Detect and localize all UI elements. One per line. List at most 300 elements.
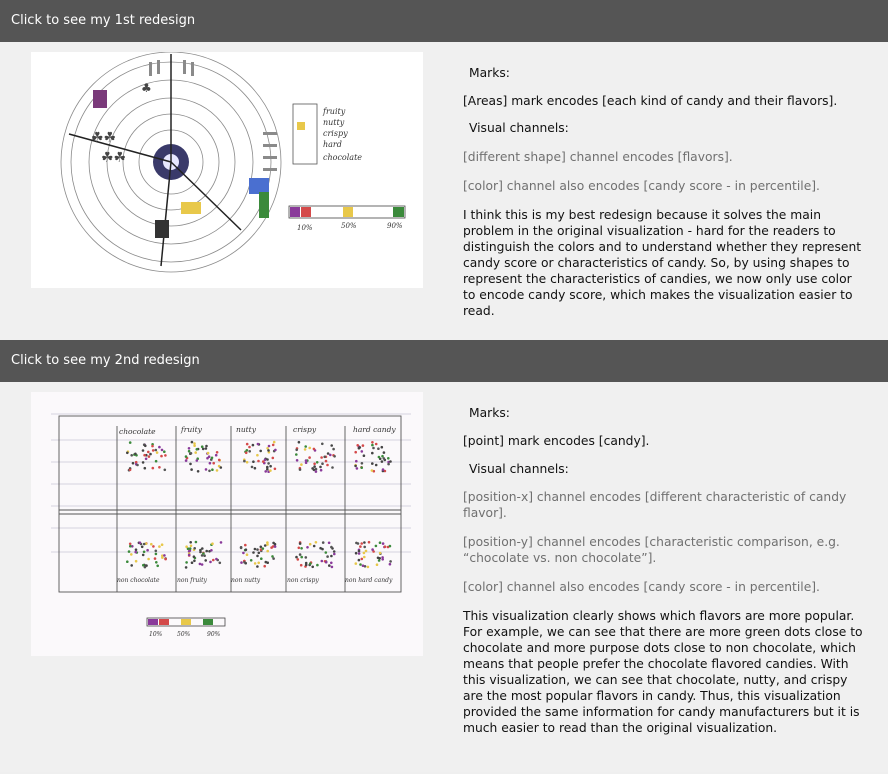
sketch-dot [379,552,382,555]
sketch-dot [355,552,358,555]
svg-text:☘☘: ☘☘ [91,130,117,146]
description-text: I think this is my best redesign because it solves the main problem in the original visualization - hard for the readers to distinguish the colors and to understand whether they represent candy score or characteristics of candy. So, by using shapes to represent the characteristics of candies, we now only use color to encode candy score, which makes the visualization easier to read. [463,208,862,318]
sketch-dot [130,553,133,556]
sketch-dot [193,444,196,447]
sketch-dot [260,546,263,549]
top-label-chocolate: chocolate [119,427,156,436]
sketch-dot [381,558,384,561]
sketch-dot [163,450,166,453]
sketch-dot [190,545,193,548]
sketch-dot [329,454,332,457]
sketch-dot [191,561,194,564]
sketch-dot [299,542,302,545]
sketch-dot [272,557,275,560]
sketch-dot [193,547,196,550]
sketch-dot [252,551,255,554]
sketch-dot [250,559,253,562]
sketch-dot [154,557,157,560]
sketch-dot [363,541,366,544]
sketch-dot [135,560,138,563]
sketch-dot [308,456,311,459]
sketch-dot [185,566,188,569]
sketch-dot [156,451,159,454]
sketch-dot [326,464,329,467]
sketch-dot [361,450,364,453]
sketch-dot [333,455,336,458]
sketch-dot [246,449,249,452]
sketch-dot [252,460,255,463]
sketch-dot [371,469,374,472]
sketch-dot [389,460,392,463]
redesign-2-toggle[interactable]: Click to see my 2nd redesign [0,340,888,382]
sketch-dot [333,553,336,556]
sketch-dot [256,555,259,558]
sketch-dot [136,464,139,467]
sketch-dot [306,546,309,549]
sketch-dot [263,565,266,568]
sketch-dot [152,467,155,470]
sketch-dot [354,451,357,454]
bottom-label-non-nutty: non nutty [231,577,261,584]
sketch-dot [378,456,381,459]
sketch-dot [134,453,137,456]
sketch-dot [359,446,362,449]
sketch-dot [321,443,324,446]
sketch-dot [205,447,208,450]
sketch-dot [384,545,387,548]
sketch-dot [322,541,325,544]
sketch-dot [188,450,191,453]
sketch-dot [274,468,277,471]
sketch-dot [313,448,316,451]
sketch-dot [218,459,221,462]
sketch-dot [155,460,158,463]
sketch-dot [143,543,146,546]
redesign-1-toggle[interactable]: Click to see my 1st redesign [0,0,888,42]
sketch-dot [383,451,386,454]
sketch-dot [360,542,363,545]
sketch-dot [252,444,255,447]
sketch-dot [271,555,274,558]
sketch-dot [368,541,371,544]
channel-2-text-2: [position-y] channel encodes [characteristic comparison, e.g. “chocolate vs. non chocolate”]. [463,535,840,565]
sketch-dot [148,455,151,458]
sketch-dot [295,453,298,456]
sketch-dot [254,562,257,565]
sketch-dot [382,468,385,471]
sketch-dot [199,563,202,566]
sketch-dot [155,550,158,553]
scale-90-label: 90% [387,222,403,230]
scale-50-label: 50% [341,222,357,230]
sketch-dot [152,449,155,452]
channel-2-text: [color] channel also encodes [candy score - in percentile]. [463,179,820,193]
sketch-dot [266,468,269,471]
sketch-dot [266,550,269,553]
sketch-dot [208,470,211,473]
sketch-dot [267,462,270,465]
sketch-dot [381,446,384,449]
sketch-dot [256,565,259,568]
sketch-dot [240,547,243,550]
sketch-dot [245,452,248,455]
sketch-dot [315,470,318,473]
sketch-dot [377,447,380,450]
sketch-dot [155,561,158,564]
sketch-dot [330,444,333,447]
scale2-10-label: 10% [149,631,163,638]
sketch-dot [220,541,223,544]
sketch-dot [274,449,277,452]
sketch-dot [381,455,384,458]
sketch-dot [381,460,384,463]
sketch-dot [257,562,260,565]
bottom-label-non-hard-candy: non hard candy [345,577,393,584]
sketch-dot [354,465,357,468]
sketch-dot [298,547,301,550]
top-label-fruity: fruity [181,425,202,434]
sketch-dot [143,551,146,554]
sketch-dot [243,561,246,564]
sketch-dot [305,564,308,567]
sketch-dot [358,550,361,553]
sketch-dot [203,554,206,557]
sketch-dot [151,445,154,448]
sketch-dot [185,459,188,462]
legend-hard-label: hard [323,140,342,149]
sketch-dot [129,441,132,444]
sketch-dot [134,551,137,554]
sketch-dot [367,566,370,569]
sketch-dot [331,466,334,469]
sketch-dot [361,558,364,561]
sketch-dot [378,559,381,562]
sketch-dot [387,457,390,460]
sketch-dot [300,463,303,466]
channels-heading: Visual channels: [469,121,569,135]
marks-text-2: [point] mark encodes [candy]. [463,434,650,448]
sketch-dot [331,566,334,569]
scale2-50-label: 50% [177,631,191,638]
sketch-dot [254,467,257,470]
marks-text: [Areas] mark encodes [each kind of candy and their flavors]. [463,94,838,108]
sketch-dot [129,543,132,546]
sketch-dot [304,445,307,448]
sketch-dot [264,544,267,547]
sketch-dot [272,457,275,460]
sketch-dot [215,454,218,457]
sketch-dot [126,560,129,563]
sketch-dot [185,561,188,564]
sketch-dot [188,554,191,557]
sketch-dot [205,550,208,553]
sketch-dot [216,469,219,472]
sketch-dot [256,454,259,457]
sketch-dot [323,456,326,459]
top-label-nutty: nutty [236,425,256,434]
sketch-dot [328,564,331,567]
svg-text:☘☘: ☘☘ [101,150,127,166]
sketch-dot [273,441,276,444]
sketch-dot [371,462,374,465]
sketch-dot [371,441,374,444]
sketch-dot [142,449,145,452]
sketch-dot [152,545,155,548]
sketch-dot [220,466,223,469]
sketch-dot [313,545,316,548]
sketch-dot [189,463,192,466]
marks-heading-2: Marks: [469,406,510,420]
top-label-crispy: crispy [293,425,317,434]
sketch-dot [201,563,204,566]
sketch-dot [215,558,218,561]
sketch-dot [379,541,382,544]
sketch-dot [262,547,265,550]
sketch-dot [266,543,269,546]
sketch-dot [196,459,199,462]
sketch-dot [126,452,129,455]
sketch-dot [143,454,146,457]
sketch-dot [327,452,330,455]
bottom-label-non-crispy: non crispy [287,577,319,584]
description-text-2: This visualization clearly shows which flavors are more popular. For example, we can see that there are more green dots close to chocolate and more purpose dots close to non chocolate, which means that people prefer the chocolate flavored candies. With this visualization, we can see that chocolate, nutty, and crispy are the most popular flavors in candy. Thus, this visualization provided the same information for candy manufacturers but it is much easier to read than the original visualization. [463,609,863,735]
sketch-dot [309,543,312,546]
sketch-dot [358,559,361,562]
sketch-dot [248,446,251,449]
sketch-dot [359,545,362,548]
redesign-2-sketch-image [31,392,423,656]
sketch-dot [305,461,308,464]
sketch-dot [161,543,164,546]
sketch-dot [240,561,243,564]
sketch-dot [304,448,307,451]
sketch-dot [362,564,365,567]
sketch-dot [333,550,336,553]
sketch-dot [371,548,374,551]
sketch-dot [129,545,132,548]
sketch-dot [164,454,167,457]
sketch-dot [265,561,268,564]
sketch-dot [320,456,323,459]
sketch-dot [313,465,316,468]
sketch-dot [242,552,245,555]
sketch-dot [246,461,249,464]
sketch-dot [300,547,303,550]
sketch-dot [363,552,366,555]
sketch-dot [141,546,144,549]
sketch-dot [254,548,257,551]
sketch-dot [144,467,147,470]
sketch-dot [359,563,362,566]
sketch-dot [132,462,135,465]
sketch-dot [144,445,147,448]
sketch-dot [363,454,366,457]
sketch-dot [150,543,153,546]
sketch-dot [199,551,202,554]
sketch-dot [269,469,272,472]
sketch-dot [191,441,194,444]
sketch-dot [202,552,205,555]
sketch-dot [325,551,328,554]
sketch-dot [362,444,365,447]
sketch-dot [357,542,360,545]
sketch-dot [298,441,301,444]
sketch-dot [299,553,302,556]
sketch-dot [300,564,303,567]
top-label-hard-candy: hard candy [353,425,396,434]
sketch-dot [321,462,324,465]
sketch-dot [145,458,148,461]
sketch-dot [142,461,145,464]
sketch-dot [326,555,329,558]
sketch-dot [129,469,132,472]
sketch-dot [321,560,324,563]
sketch-dot [158,466,161,469]
sketch-dot [268,445,271,448]
sketch-dot [194,451,197,454]
sketch-dot [188,447,191,450]
sketch-dot [135,548,138,551]
sketch-dot [205,468,208,471]
sketch-dot [328,542,331,545]
sketch-dot [313,463,316,466]
legend-crispy-label: crispy [323,129,348,138]
sketch-dot [196,448,199,451]
sketch-dot [212,559,215,562]
sketch-dot [365,550,368,553]
sketch-dot [371,452,374,455]
legend-nutty-label: nutty [323,118,345,127]
sketch-dot [243,460,246,463]
svg-text:♣: ♣ [141,81,152,95]
sketch-dot [158,545,161,548]
sketch-dot [320,469,323,472]
sketch-dot [305,556,308,559]
sketch-dot [212,462,215,465]
sketch-dot [387,463,390,466]
sketch-dot [375,443,378,446]
sketch-dot [208,455,211,458]
sketch-dot [146,549,149,552]
sketch-dot [248,450,251,453]
sketch-dot [330,555,333,558]
sketch-dot [211,457,214,460]
sketch-dot [209,462,212,465]
sketch-dot [375,464,378,467]
redesign-2-explanation [463,405,863,736]
legend-fruity-label: fruity [323,107,346,116]
sketch-dot [204,559,207,562]
sketch-dot [389,545,392,548]
sketch-dot [139,541,142,544]
sketch-dot [259,450,262,453]
channels-heading-2: Visual channels: [469,462,569,476]
sketch-dot [210,549,213,552]
sketch-dot [297,558,300,561]
sketch-dot [300,556,303,559]
sketch-dot [325,561,328,564]
sketch-dot [155,553,158,556]
sketch-dot [315,541,318,544]
sketch-dot [147,558,150,561]
sketch-dot [267,449,270,452]
sketch-dot [193,555,196,558]
sketch-dot [332,448,335,451]
sketch-dot [319,466,322,469]
sketch-dot [205,445,208,448]
sketch-dot [219,562,222,565]
sketch-dot [383,457,386,460]
scale2-90-label: 90% [207,631,221,638]
sketch-dot [164,469,167,472]
redesign-1-panel [0,42,888,340]
sketch-dot [299,468,302,471]
sketch-dot [330,562,333,565]
sketch-dot [246,443,249,446]
sketch-dot [142,564,145,567]
sketch-dot [371,444,374,447]
sketch-dot [207,452,210,455]
sketch-dot [262,460,265,463]
sketch-dot [258,552,261,555]
sketch-dot [309,562,312,565]
sketch-dot [375,545,378,548]
sketch-dot [201,547,204,550]
sketch-dot [209,561,212,564]
sketch-dot [361,462,364,465]
sketch-dot [313,469,316,472]
sketch-dot [372,447,375,450]
sketch-dot [189,541,192,544]
sketch-dot [245,548,248,551]
sketch-dot [193,560,196,563]
sketch-dot [355,562,358,565]
sketch-dot [257,443,260,446]
sketch-dot [316,564,319,567]
sketch-dot [163,554,166,557]
channel-1-text-2: [position-x] channel encodes [different characteristic of candy flavor]. [463,490,847,520]
sketch-dot [195,541,198,544]
sketch-dot [325,460,328,463]
bottom-label-non-chocolate: non chocolate [117,577,160,584]
sketch-dot [211,468,214,471]
sketch-dot [360,466,363,469]
sketch-dot [197,470,200,473]
sketch-dot [158,446,161,449]
bottom-label-non-fruity: non fruity [177,577,207,584]
sketch-dot [269,465,272,468]
sketch-dot [201,445,204,448]
sketch-dot [149,453,152,456]
sketch-dot [161,556,164,559]
sketch-dot [189,547,192,550]
sketch-dot [272,542,275,545]
sketch-dot [272,444,275,447]
sketch-dot [319,547,322,550]
sketch-dot [295,449,298,452]
sketch-dot [330,546,333,549]
redesign-1-explanation [463,65,863,319]
sketch-dot [246,553,249,556]
redesign-2-panel [0,382,888,772]
marks-heading: Marks: [469,66,510,80]
sketch-dot [130,564,133,567]
sketch-dot [316,461,319,464]
sketch-dot [244,544,247,547]
channel-3-text-2: [color] channel also encodes [candy score - in percentile]. [463,580,820,594]
scale-10-label: 10% [297,224,313,232]
sketch-dot [211,542,214,545]
